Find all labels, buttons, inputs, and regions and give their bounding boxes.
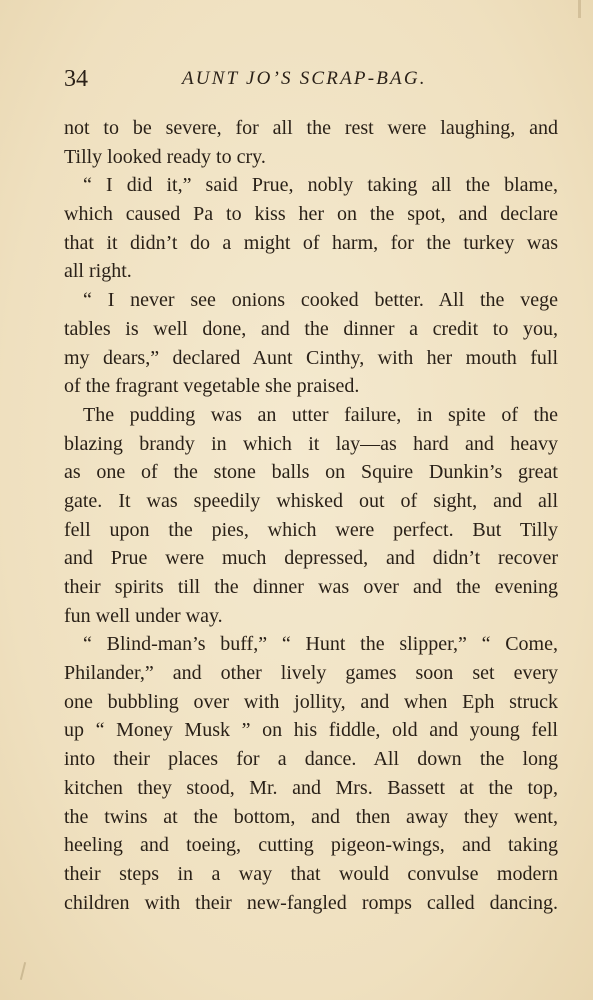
text-line: Tilly looked ready to cry. bbox=[64, 145, 266, 168]
text-line: Philander,” and other lively games soon set every bbox=[64, 662, 558, 685]
text-line: tables is well done, and the dinner a credit to you, bbox=[64, 317, 558, 340]
text-line: up “ Money Musk ” on his fiddle, old and young fell bbox=[64, 719, 558, 742]
text-line: that it didn’t do a might of harm, for the turkey was bbox=[64, 231, 558, 254]
text-line: as one of the stone balls on Squire Dunkin’s great bbox=[64, 461, 558, 484]
text-line: into their places for a dance. All down the long bbox=[64, 748, 558, 771]
text-line: The pudding was an utter failure, in spite of the bbox=[83, 403, 558, 426]
running-title: AUNT JO’S SCRAP-BAG. bbox=[182, 68, 427, 89]
text-line: children with their new-fangled romps called dancing. bbox=[64, 891, 558, 914]
body-text bbox=[64, 114, 558, 917]
text-line: my dears,” declared Aunt Cinthy, with her mouth full bbox=[64, 346, 558, 369]
text-line: “ I did it,” said Prue, nobly taking all the blame, bbox=[83, 174, 558, 197]
text-line: fun well under way. bbox=[64, 604, 223, 627]
text-line: of the fragrant vegetable she praised. bbox=[64, 375, 360, 398]
text-line: which caused Pa to kiss her on the spot, and declare bbox=[64, 203, 558, 226]
text-line: kitchen they stood, Mr. and Mrs. Bassett at the top, bbox=[64, 776, 558, 799]
text-line: blazing brandy in which it lay—as hard and heavy bbox=[64, 432, 558, 455]
page-edge-mark bbox=[578, 0, 581, 18]
text-line: fell upon the pies, which were perfect. But Tilly bbox=[64, 518, 558, 541]
margin-mark bbox=[20, 962, 26, 980]
text-line: “ Blind-man’s buff,” “ Hunt the slipper,” “ Come, bbox=[83, 633, 558, 656]
running-header bbox=[64, 64, 558, 94]
text-line: one bubbling over with jollity, and when Eph struck bbox=[64, 690, 558, 713]
text-line: the twins at the bottom, and then away they went, bbox=[64, 805, 558, 828]
text-line: their spirits till the dinner was over and the evening bbox=[64, 576, 558, 598]
text-line: their steps in a way that would convulse modern bbox=[64, 862, 558, 885]
text-line: heeling and toeing, cutting pigeon-wings, and taking bbox=[64, 834, 558, 857]
text-line: not to be severe, for all the rest were laughing, and bbox=[64, 117, 558, 139]
text-line: “ I never see onions cooked better. All the vege bbox=[83, 289, 558, 312]
text-line: and Prue were much depressed, and didn’t recover bbox=[64, 547, 558, 570]
text-line: all right. bbox=[64, 260, 132, 283]
page-number: 34 bbox=[64, 66, 88, 92]
text-line: gate. It was speedily whisked out of sight, and all bbox=[64, 489, 558, 512]
